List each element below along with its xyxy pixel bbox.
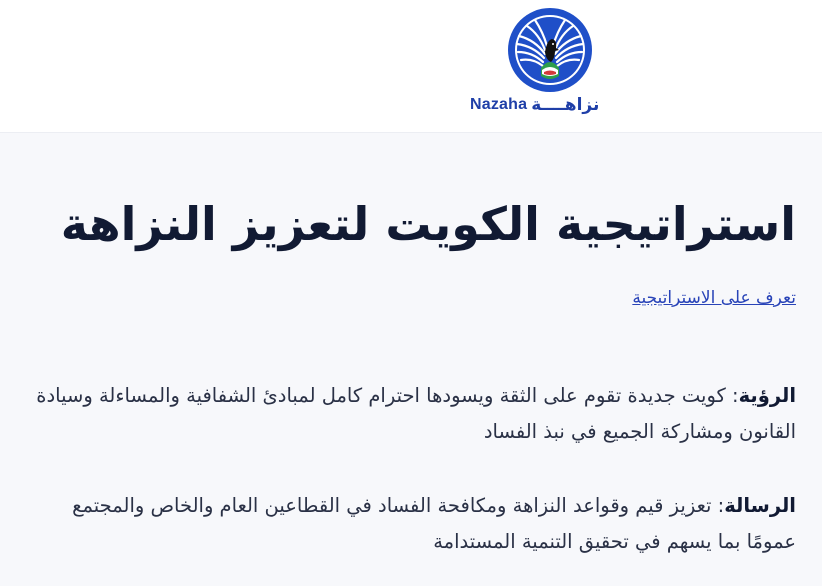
learn-strategy-link[interactable]: تعرف على الاستراتيجية: [632, 288, 796, 308]
vision-paragraph: [26, 378, 796, 450]
page-title: استراتيجية الكويت لتعزيز النزاهة: [60, 197, 796, 251]
main-content: [0, 132, 822, 586]
nazaha-emblem-icon: [505, 6, 595, 94]
logo-text-en: Nazaha: [470, 96, 528, 113]
mission-paragraph: [26, 488, 796, 560]
logo-text-ar: نزاهــــة: [531, 95, 600, 115]
nazaha-logo[interactable]: [470, 6, 630, 118]
mission-label: الرسالة: [724, 494, 796, 517]
mission-text: : تعزيز قيم وقواعد النزاهة ومكافحة الفساد في القطاعين العام والخاص والمجتمع عمومًا بما يسهم في تحقيق التنمية المستدامة: [72, 494, 796, 553]
site-header: [0, 0, 822, 133]
vision-text: : كويت جديدة تقوم على الثقة ويسودها احترام كامل لمبادئ الشفافية والمساءلة وسيادة القانون ومشاركة الجميع في نبذ الفساد: [36, 384, 796, 443]
vision-label: الرؤية: [738, 384, 796, 407]
logo-wordmark: [470, 92, 630, 118]
